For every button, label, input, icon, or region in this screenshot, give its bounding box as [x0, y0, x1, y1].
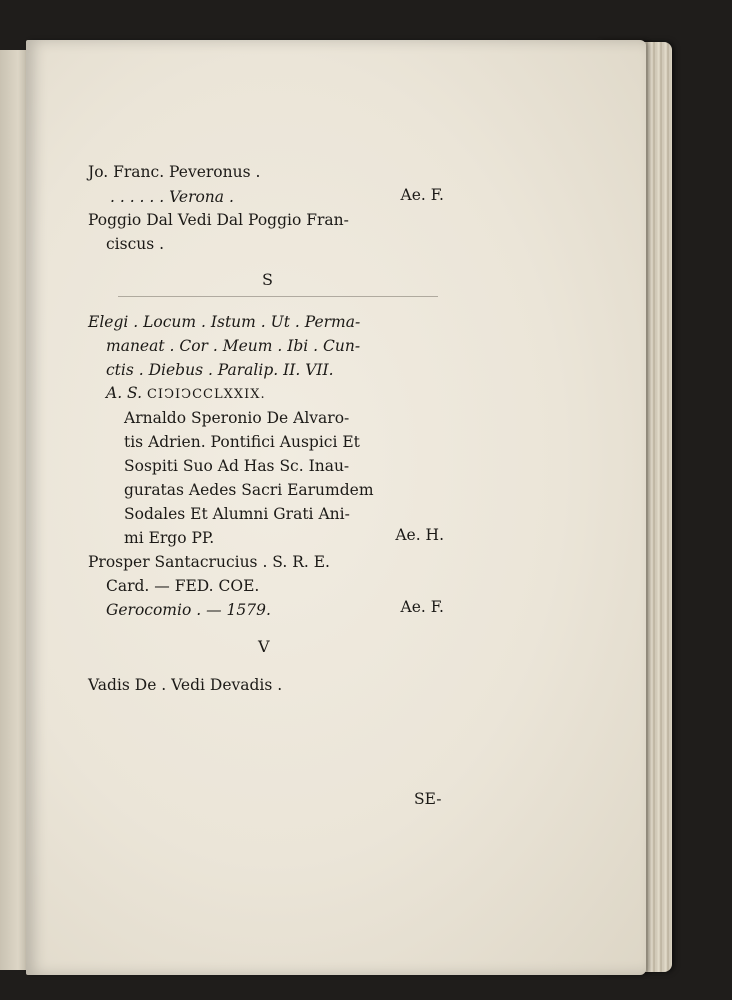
code-verona: Ae. F.: [400, 186, 444, 204]
entry-verona: . . . . . . Verona .: [110, 188, 234, 206]
entry-arnaldo-3: Sospiti Suo Ad Has Sc. Inau-: [124, 457, 350, 475]
entry-poggio-2: ciscus .: [106, 235, 165, 253]
entry-arnaldo-6: mi Ergo PP.: [124, 529, 215, 547]
entry-gerocomio: Gerocomio . — 1579.: [106, 601, 271, 619]
section-heading-v: V: [258, 637, 270, 656]
catchword: SE-: [414, 790, 442, 808]
entry-jo-franc: Jo. Franc. Peveronus .: [88, 163, 261, 181]
entry-prosper-2: Card. — FED. COE.: [106, 577, 260, 595]
code-gerocomio: Ae. F.: [400, 598, 444, 616]
entry-elegi-1: Elegi . Locum . Istum . Ut . Perma-: [88, 313, 361, 331]
elegi-roman-year: CIↃIↃCCLXXIX.: [146, 387, 266, 402]
section-heading-s: S: [262, 270, 273, 289]
entry-vadis: Vadis De . Vedi Devadis .: [88, 676, 283, 694]
entry-elegi-2: maneat . Cor . Meum . Ibi . Cun-: [106, 337, 361, 355]
elegi-anno-label: A. S.: [106, 384, 143, 402]
entry-arnaldo-5: Sodales Et Alumni Grati Ani-: [124, 505, 350, 523]
entry-elegi-3: ctis . Diebus . Paralip. II. VII.: [106, 361, 334, 379]
entry-elegi-4: [106, 384, 266, 402]
section-rule: [118, 296, 438, 297]
entry-poggio-1: Poggio Dal Vedi Dal Poggio Fran-: [88, 211, 349, 229]
entry-arnaldo-4: guratas Aedes Sacri Earumdem: [124, 481, 374, 499]
entry-arnaldo-2: tis Adrien. Pontifici Auspici Et: [124, 433, 360, 451]
entry-arnaldo-1: Arnaldo Speronio De Alvaro-: [124, 409, 350, 427]
code-arnaldo: Ae. H.: [395, 526, 444, 544]
entry-prosper-1: Prosper Santacrucius . S. R. E.: [88, 553, 330, 571]
